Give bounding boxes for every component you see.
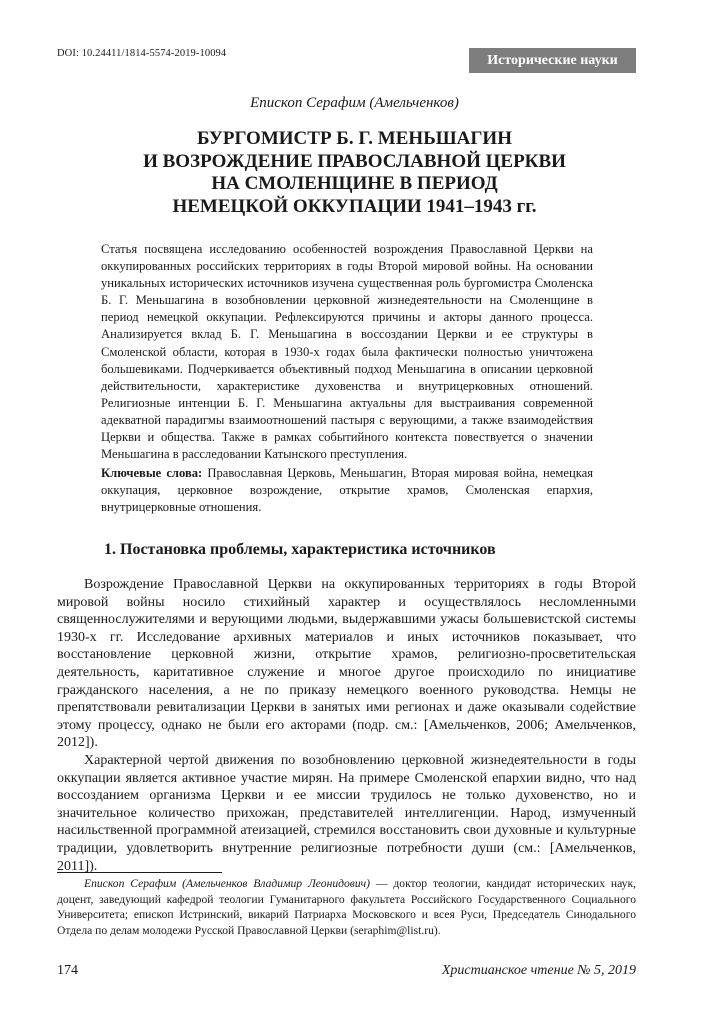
keywords-list: Православная Церковь, Меньшагин, Вторая мировая война, немецкая оккупация, церковное возрождение, открытие храмов, Смоленская епархия, внутрицерковные отношения. [101, 466, 593, 515]
article-title [80, 128, 629, 218]
footnote-text: — доктор теологии, кандидат исторических наук, доцент, заведующий кафедрой теологии Гуманитарного факультета Российского Государственного Социального Университета; епископ Истринский, викарий Патриарха Московского и всея Руси, Председатель Синодального Отдела по делам молодежи Русской Православной Церкви (seraphim@list.ru). [57, 877, 636, 937]
keywords-block [101, 465, 593, 516]
article-author: Епископ Серафим (Амельченков) [250, 95, 459, 111]
author-footnote [57, 876, 636, 938]
title-line: НА СМОЛЕНЩИНЕ В ПЕРИОД [211, 173, 498, 194]
section-heading: 1. Постановка проблемы, характеристика источников [104, 541, 496, 558]
journal-name: Христианское чтение № 5, 2019 [441, 963, 636, 978]
doi-identifier[interactable]: DOI: 10.24411/1814-5574-2019-10094 [57, 48, 227, 59]
footnote-divider [57, 872, 222, 873]
section-badge: Исторические науки [469, 48, 636, 73]
page-number: 174 [57, 963, 78, 978]
keywords-label: Ключевые слова: [101, 466, 203, 480]
title-line: БУРГОМИСТР Б. Г. МЕНЬШАГИН [197, 128, 512, 149]
paragraph: Возрождение Православной Церкви на оккупированных территориях в годы Второй мировой войны носило стихийный характер и осуществлялось несломленными священнослужителями и верующими людьми, выдержавшими ужасы большевистской системы 1930-х гг. Исследование архивных материалов и иных источников показывает, что восстановление церковной жизни, открытие храмов, религиозно-просветительская деятельность, каритативное служение и многое другое происходило по инициативе гражданского населения, а не по приказу немецкого военного руководства. Немцы не препятствовали ревитализации Церкви в занятых ими регионах и даже оказывали содействие этому процессу, однако не были его акторами (подр. см.: [Амельченков, 2006; Амельченков, 2012]). [57, 577, 636, 751]
footnote-author-name: Епископ Серафим (Амельченков Владимир Леонидович) [84, 877, 371, 890]
paragraph: Характерной чертой движения по возобновлению церковной жизнедеятельности в годы оккупации является активное участие мирян. На примере Смоленской епархии видно, что над воссозданием организма Церкви и ее миссии трудилось не только духовенство, но и значительное количество прихожан, представителей интеллигенции. Народ, измученный насильственной программной атеизацией, стремился восстановить свои духовные и культурные традиции, удовлетворить внутренние религиозные потребности души (см.: [Амельченков, 2011]). [57, 752, 636, 874]
title-line: И ВОЗРОЖДЕНИЕ ПРАВОСЛАВНОЙ ЦЕРКВИ [143, 150, 566, 172]
abstract: Статья посвящена исследованию особенностей возрождения Православной Церкви на оккупированных российских территориях в годы Второй мировой войны. На основании уникальных исторических источников изучена существенная роль бургомистра Смоленска Б. Г. Меньшагина в возобновлении церковной жизнедеятельности на Смоленщине в период немецкой оккупации. Рефлексируются причины и акторы данного процесса. Анализируется вклад Б. Г. Меньшагина в воссоздании Церкви и ее структуры в Смоленской области, которая в 1930-х годах была фактически полностью уничтожена большевиками. Подчеркивается объективный подход Меньшагина в описании церковной действительности, характеристике духовенства и внутрицерковных отношений. Религиозные интенции Б. Г. Меньшагина актуальны для выстраивания современной адекватной парадигмы взаимоотношений пастыря с верующими, а также взаимодействия Церкви и общества. Также в рамках событийного контекста повествуется о значении Меньшагина в расследовании Катынского преступления. [101, 242, 593, 462]
title-line: НЕМЕЦКОЙ ОККУПАЦИИ 1941–1943 гг. [172, 195, 537, 217]
body-text [57, 576, 636, 875]
